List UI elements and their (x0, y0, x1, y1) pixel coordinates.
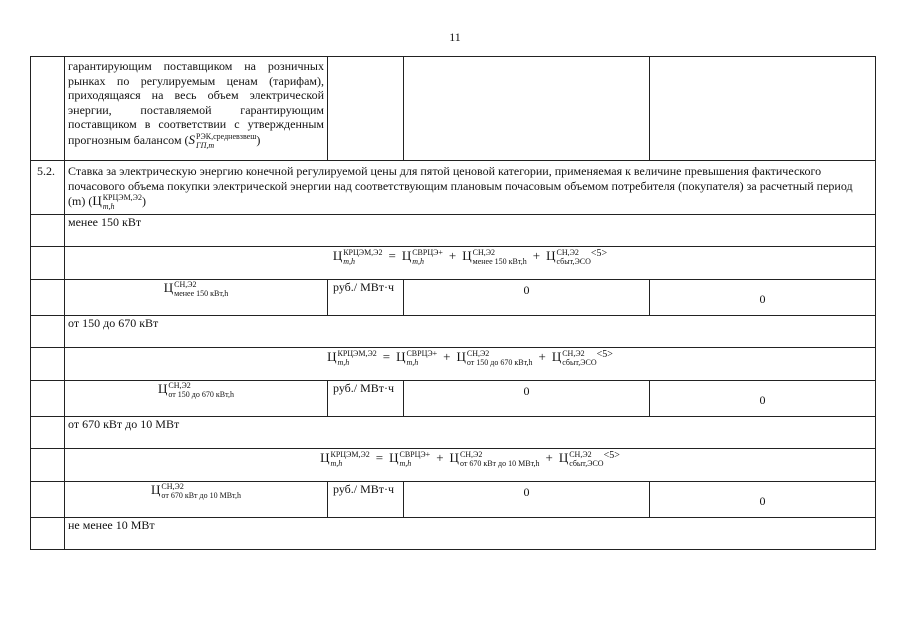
value-cell-2: 0 (650, 482, 876, 518)
group-label-row (31, 215, 876, 247)
group-label: менее 150 кВт (65, 215, 876, 247)
continuation-close: ) (256, 132, 261, 147)
section-title-symbol (92, 193, 142, 212)
plus-sign: + (448, 248, 457, 263)
section-title-text: Ставка за электрическую энергию конечной регулируемой цены для пятой ценовой категории, применяемая к величине превышения фактического почасового объема покупки электрической энергии над соответствующим плановым почасовым объемом потребителя (покупателя) за расчетный период (m) ( (68, 164, 853, 209)
equals-sign: = (382, 349, 391, 364)
symbol-main: Ц (92, 193, 102, 209)
section-title-row (31, 161, 876, 215)
symbol-superscript: КРЦЭМ,Э2 (102, 193, 142, 203)
empty-num-cell (31, 280, 65, 316)
plus-sign: + (443, 349, 451, 364)
page-number: 11 (449, 30, 461, 44)
row-symbol: Ц СН,Э2 от 670 кВт до 10 МВт,h (65, 482, 328, 518)
forecast-balance-symbol (188, 131, 257, 150)
formula-term-3: Ц СН,Э2 сбыт,ЭСО (558, 450, 604, 469)
plus-sign: + (436, 450, 444, 465)
row-symbol: Ц СН,Э2 от 150 до 670 кВт,h (65, 381, 328, 417)
formula-row (31, 348, 876, 381)
tariff-table (30, 56, 876, 550)
group-label: от 670 кВт до 10 МВт (65, 417, 876, 449)
formula (65, 449, 876, 482)
section-number: 5.2. (31, 161, 65, 215)
empty-num-cell (31, 482, 65, 518)
formula-term-1: Ц СВРЦЭ+ m,h (389, 450, 431, 469)
equals-sign: = (375, 450, 384, 465)
group-label-row (31, 518, 876, 550)
formula (65, 247, 876, 280)
unit-cell: руб./ МВт·ч (328, 381, 404, 417)
continuation-num-cell (31, 57, 65, 161)
data-row (31, 482, 876, 518)
formula-term-1: Ц СВРЦЭ+ m,h (401, 248, 443, 267)
formula-term-1: Ц СВРЦЭ+ m,h (396, 349, 438, 368)
empty-num-cell (31, 449, 65, 482)
data-row (31, 381, 876, 417)
continuation-row (31, 57, 876, 161)
continuation-value1-cell (404, 57, 650, 161)
symbol-superscript: РЭК,средневзвеш (196, 131, 257, 141)
value-cell-1: 0 (404, 381, 650, 417)
group-label-row (31, 417, 876, 449)
group-label-row (31, 316, 876, 348)
formula-row (31, 247, 876, 280)
group-label: от 150 до 670 кВт (65, 316, 876, 348)
value-cell-2: 0 (650, 381, 876, 417)
continuation-unit-cell (328, 57, 404, 161)
continuation-value2-cell (650, 57, 876, 161)
row-symbol: Ц СН,Э2 менее 150 кВт,h (65, 280, 328, 316)
group-label: не менее 10 МВт (65, 518, 876, 550)
value-cell-1: 0 (404, 280, 650, 316)
section-title (65, 161, 876, 215)
formula-term-2: Ц СН,Э2 от 670 кВт до 10 МВт,h (449, 450, 540, 469)
symbol-main: S (188, 131, 196, 147)
footnote-ref: <5> (596, 349, 613, 360)
plus-sign: + (545, 450, 553, 465)
value-cell-2: 0 (650, 280, 876, 316)
formula-term-2: Ц СН,Э2 от 150 до 670 кВт,h (456, 349, 533, 368)
empty-num-cell (31, 518, 65, 550)
empty-num-cell (31, 247, 65, 280)
formula-term-3: Ц СН,Э2 сбыт,ЭСО (551, 349, 597, 368)
symbol-indices (196, 132, 256, 150)
formula (65, 348, 876, 381)
empty-num-cell (31, 381, 65, 417)
empty-num-cell (31, 417, 65, 449)
symbol-subscript: m,h (102, 202, 115, 212)
unit-cell: руб./ МВт·ч (328, 482, 404, 518)
equals-sign: = (388, 248, 396, 263)
formula-lhs: Ц КРЦЭМ,Э2 m,h (332, 248, 383, 267)
formula-lhs: Ц КРЦЭМ,Э2 m,h (327, 349, 377, 368)
continuation-text: гарантирующим поставщиком на розничных рынках по регулируемым ценам (тарифам), приходящаяся на весь объем электрической энергии, поставляемой гарантирующим поставщиком в соответствии с утвержденным прогнозным балансом ( (68, 59, 324, 147)
formula-lhs: Ц КРЦЭМ,Э2 m,h (320, 450, 370, 469)
empty-num-cell (31, 348, 65, 381)
footnote-ref: <5> (590, 248, 608, 259)
empty-num-cell (31, 316, 65, 348)
plus-sign: + (538, 349, 546, 364)
plus-sign: + (532, 248, 541, 263)
symbol-indices (103, 193, 142, 211)
data-row (31, 280, 876, 316)
formula-term-2: Ц СН,Э2 менее 150 кВт,h (462, 248, 527, 267)
footnote-ref: <5> (603, 450, 620, 461)
continuation-description (65, 57, 328, 161)
unit-cell: руб./ МВт·ч (328, 280, 404, 316)
section-title-close: ) (141, 194, 146, 209)
formula-row (31, 449, 876, 482)
symbol-subscript: ГП,m (196, 140, 215, 150)
value-cell-1: 0 (404, 482, 650, 518)
empty-num-cell (31, 215, 65, 247)
formula-term-3: Ц СН,Э2 сбыт,ЭСО (546, 248, 591, 267)
